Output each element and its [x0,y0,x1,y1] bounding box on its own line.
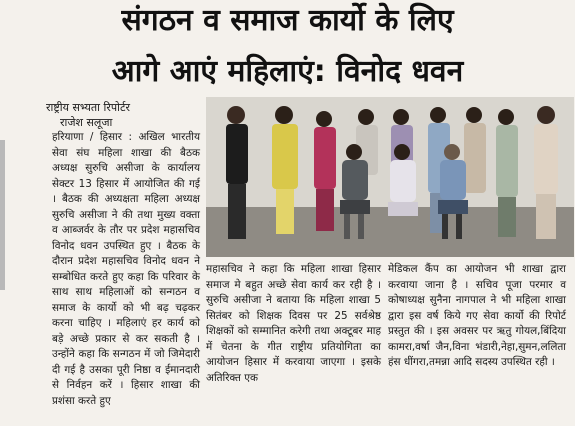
article-column-2 [206,262,381,386]
article-text-1: हरियाणा / हिसार : अखिल भारतीय सेवा संघ महिला शाखा की बैठक अध्यक्ष सुरुचि असीजा के कार्यालय सेक्टर 13 हिसार में आयोजित की गई । बैठक की अध्यक्षता महिला अध्यक्ष सुरुचि असीजा ने की तथा मुख्य वक्ता व आब्जर्वर के तौर पर प्रदेश महासचिव विनोद धवन उपस्थित हुए । बैठक के दौरान प्रदेश महासचिव विनोद धवन ने सम्बोधित करते हुए कहा कि परिवार के साथ साथ महिलाओं को सन्गठन व समाज के कार्यो को भी बढ़ चढ़कर करना चाहिए । महिलाएं हर कार्य को बड़े अच्छे प्रकार से कर सकती है । उन्होंने कहा कि सन्गठन में जो जिमेदारी दी गई है उसका पूरी निष्ठा व ईमानदारी से निर्वहन करें । हिसार शाखा की प्रशंसा करते हुए [52,131,200,407]
person-standing [496,109,518,237]
article-text-2: महासचिव ने कहा कि महिला शाखा हिसार समाज मे बहुत अच्छे सेवा कार्य कर रही है । सुरुचि असीजा ने बताया कि महिला शाखा 5 सितंबर को शिक्षक दिवस पर 25 सर्वश्रेष्ठ शिक्षकों को सम्मानित करेगी तथा अक्टूबर माह में चेतना के गीत राष्ट्रीय प्रतियोगिता का आयोजन हिसार में करवाया जाएगा । इसके अतिरिक्त एक [206,263,381,384]
byline-reporter: राजेश सलूजा [60,116,113,129]
person-standing [534,106,558,239]
group-photo [206,97,574,257]
person-standing [272,106,298,234]
person-standing [464,107,486,193]
photo-people [206,97,574,257]
adjacent-column-edge [0,140,5,290]
article-column-1 [52,130,200,409]
person-standing [226,106,248,239]
article-text-3: मेडिकल कैंप का आयोजन भी शाखा द्वारा करवाया जाना है । सचिव पूजा परमार व कोषाध्यक्ष सुनैना नागपाल ने भी महिला शाखा द्वारा इस वर्ष किये गए सेवा कार्यो की रिपोर्ट प्रस्तुत की । इस अवसर पर ऋतु गोयल,बिंदिया कामरा,वर्षा जैन,विना भंडारी,नेहा,सुमन,ललिता हंस धींगरा,तमन्ना आदि सदस्य उपस्थित रही । [388,263,566,368]
person-standing [314,111,336,231]
headline-line-1: संगठन व समाज कार्यो के लिए [121,3,454,38]
byline-agency: राष्ट्रीय सभ्यता रिपोर्टर [46,101,130,114]
article-column-3 [388,262,566,371]
headline-line-2: आगे आएं महिलाएं: विनोद धवन [111,54,464,89]
